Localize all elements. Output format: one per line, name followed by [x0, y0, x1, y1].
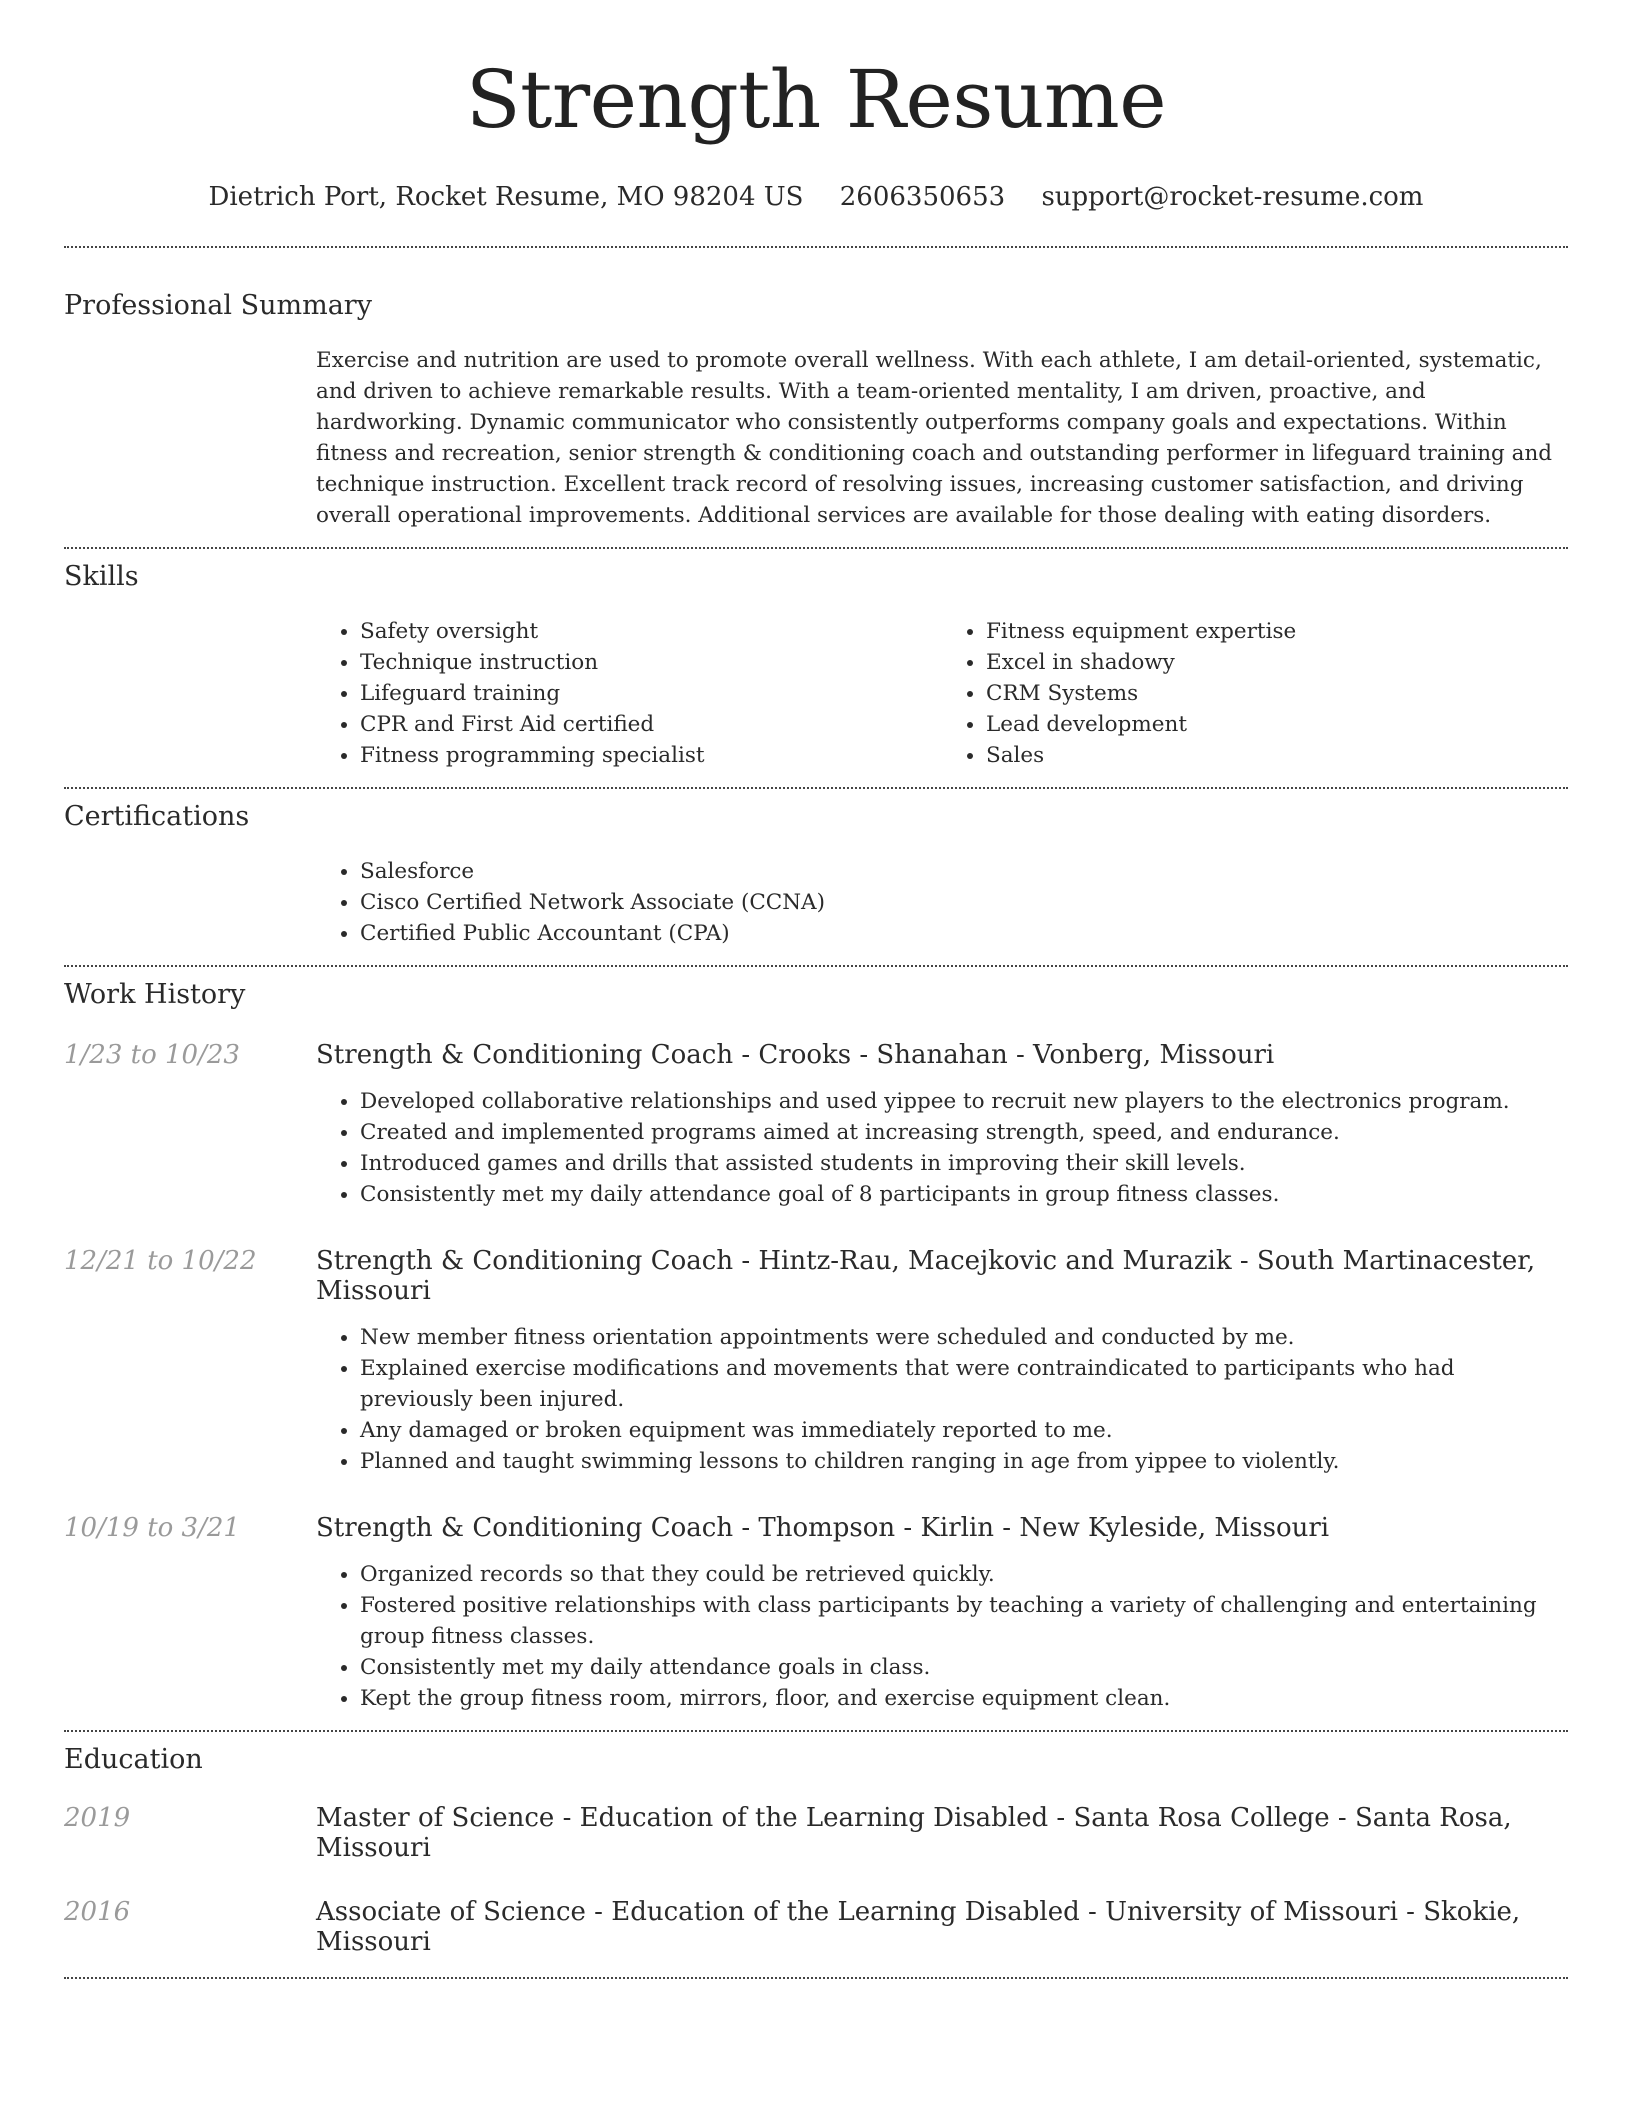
divider: [64, 547, 1568, 549]
list-item: • Kept the group fitness room, mirrors, floor, and exercise equipment clean.: [360, 1683, 1568, 1714]
list-item: • Created and implemented programs aimed at increasing strength, speed, and endurance.: [360, 1117, 1568, 1148]
skills-list: [316, 616, 1568, 771]
list-item: • Safety oversight: [360, 616, 942, 647]
education-section: [64, 1744, 1568, 1957]
contact-address: Dietrich Port, Rocket Resume, MO 98204 US: [208, 182, 804, 212]
list-item: • Certified Public Accountant (CPA): [360, 918, 1568, 949]
list-item: • Introduced games and drills that assisted students in improving their skill levels.: [360, 1148, 1568, 1179]
list-item: • Technique instruction: [360, 647, 942, 678]
divider: [64, 1977, 1568, 1979]
summary-section: [64, 290, 1568, 531]
list-item: • CPR and First Aid certified: [360, 709, 942, 740]
education-title-line: Associate of Science - Education of the Learning Disabled - University of Missouri - Skokie, Missouri: [316, 1897, 1521, 1957]
divider: [64, 1730, 1568, 1732]
divider: [64, 787, 1568, 789]
list-item: • Organized records so that they could be retrieved quickly.: [360, 1559, 1568, 1590]
job-entry: [64, 1040, 1568, 1210]
list-item: • Lifeguard training: [360, 678, 942, 709]
list-item: • Cisco Certified Network Associate (CCNA): [360, 887, 1568, 918]
certifications-list: [316, 856, 1568, 949]
contact-email: support@rocket-resume.com: [1041, 182, 1424, 212]
divider: [64, 246, 1568, 248]
work-title: Work History: [64, 979, 246, 1010]
list-item: • CRM Systems: [986, 678, 1568, 709]
skills-left-column: [316, 616, 942, 771]
list-item: • Consistently met my daily attendance goals in class.: [360, 1652, 1568, 1683]
education-title-line: Master of Science - Education of the Learning Disabled - Santa Rosa College - Santa Rosa, Missouri: [316, 1803, 1512, 1863]
list-item: • Fitness programming specialist: [360, 740, 942, 771]
list-item: • Explained exercise modifications and movements that were contraindicated to participants who had previously been injured.: [360, 1353, 1568, 1415]
list-item: • New member fitness orientation appointments were scheduled and conducted by me.: [360, 1322, 1568, 1353]
education-year: 2016: [64, 1897, 131, 1927]
education-year: 2019: [64, 1803, 131, 1833]
skills-title: Skills: [64, 561, 139, 592]
list-item: • Any damaged or broken equipment was immediately reported to me.: [360, 1415, 1568, 1446]
list-item: • Salesforce: [360, 856, 1568, 887]
work-section: [64, 979, 1568, 1714]
list-item: • Sales: [986, 740, 1568, 771]
skills-section: [64, 561, 1568, 771]
certifications-title: Certifications: [64, 801, 250, 832]
job-entry: [64, 1513, 1568, 1714]
summary-text: Exercise and nutrition are used to promote overall wellness. With each athlete, I am detail-oriented, systematic, and driven to achieve remarkable results. With a team-oriented mentality, I am driven, proactive, and hardworking. Dynamic communicator who consistently outperforms company goals and expectations. Within fitness and recreation, senior strength & conditioning coach and outstanding performer in lifeguard training and technique instruction. Excellent track record of resolving issues, increasing customer satisfaction, and driving overall operational improvements. Additional services are available for those dealing with eating disorders.: [316, 348, 1553, 528]
skills-right-column: [942, 616, 1568, 771]
contact-phone: 2606350653: [839, 182, 1006, 212]
list-item: • Developed collaborative relationships and used yippee to recruit new players to the electronics program.: [360, 1086, 1568, 1117]
job-dates: 1/23 to 10/23: [64, 1040, 240, 1070]
education-title: Education: [64, 1744, 203, 1775]
resume-name: Strength Resume: [465, 53, 1167, 146]
job-entry: [64, 1246, 1568, 1477]
summary-title: Professional Summary: [64, 290, 372, 321]
job-dates: 10/19 to 3/21: [64, 1513, 240, 1543]
list-item: • Consistently met my daily attendance goal of 8 participants in group fitness classes.: [360, 1179, 1568, 1210]
list-item: • Excel in shadowy: [986, 647, 1568, 678]
divider: [64, 965, 1568, 967]
list-item: • Lead development: [986, 709, 1568, 740]
job-title: Strength & Conditioning Coach - Thompson - Kirlin - New Kyleside, Missouri: [316, 1513, 1330, 1543]
list-item: • Fitness equipment expertise: [986, 616, 1568, 647]
job-dates: 12/21 to 10/22: [64, 1246, 257, 1276]
education-entry: [64, 1897, 1568, 1957]
education-entry: [64, 1803, 1568, 1863]
certifications-section: [64, 801, 1568, 949]
list-item: • Planned and taught swimming lessons to children ranging in age from yippee to violently.: [360, 1446, 1568, 1477]
contact-line: [0, 182, 1632, 212]
job-title: Strength & Conditioning Coach - Hintz-Rau, Macejkovic and Murazik - South Martinacester, Missouri: [316, 1246, 1536, 1306]
list-item: • Fostered positive relationships with class participants by teaching a variety of challenging and entertaining group fitness classes.: [360, 1590, 1568, 1652]
job-title: Strength & Conditioning Coach - Crooks - Shanahan - Vonberg, Missouri: [316, 1040, 1275, 1070]
